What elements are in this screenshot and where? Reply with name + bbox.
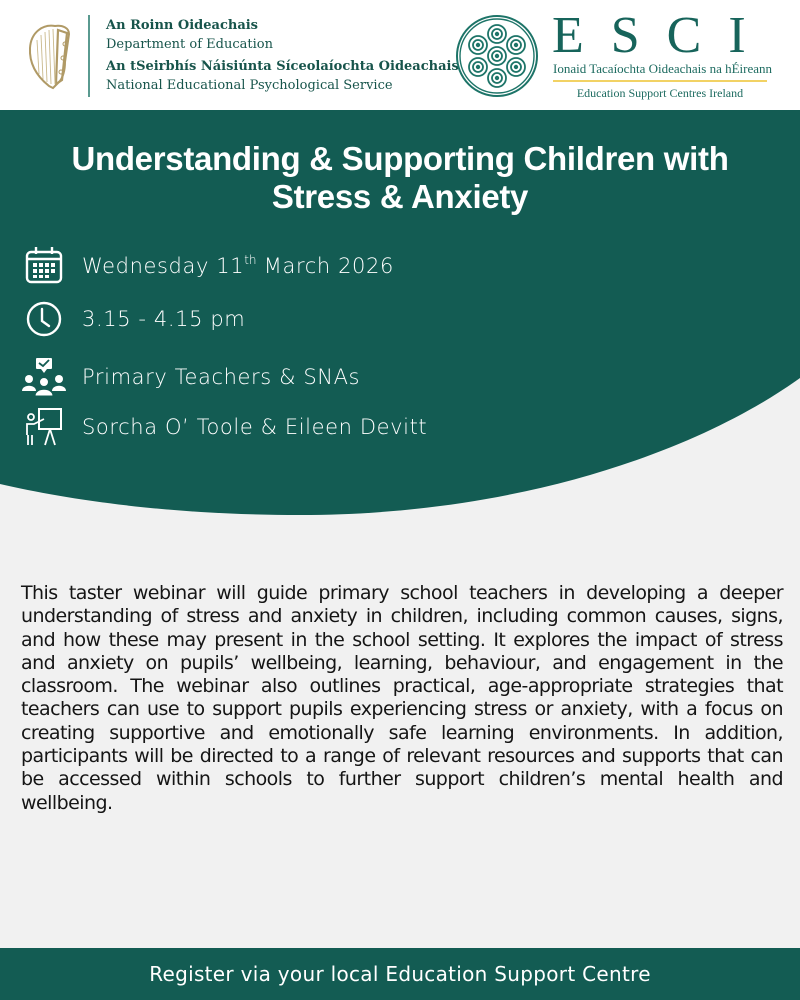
detail-date — [22, 243, 394, 287]
audience-icon — [22, 355, 66, 399]
neps-name-irish: An tSeirbhís Náisiúnta Síceolaíochta Oideachais — [106, 59, 459, 74]
register-cta-text: Register via your local Education Support Centre — [149, 962, 651, 986]
calendar-icon — [22, 243, 66, 287]
esci-irish-name: Ionaid Tacaíochta Oideachais na hÉireann — [553, 61, 773, 76]
time-text: 3.15 - 4.15 pm — [82, 307, 246, 331]
detail-presenters — [22, 405, 428, 449]
neps-name-english: National Educational Psychological Service — [106, 78, 393, 93]
logo-divider — [88, 15, 90, 97]
event-title — [0, 140, 800, 216]
clock-icon — [22, 297, 66, 341]
government-logo-text — [106, 16, 459, 95]
esci-wordmark: ESCI — [552, 7, 773, 64]
date-text: Wednesday 11th March 2026 — [82, 252, 394, 278]
event-description: This taster webinar will guide primary school teachers in developing a deeper understanding of stress and anxiety in children, including common causes, signs, and how these may present in the school setting. It explores the impact of stress and anxiety on pupils’ wellbeing, learning, behaviour, and engagement in the classroom. The webinar also outlines practical, age-appropriate strategies that teachers can use to support pupils experiencing stress or anxiety, with a focus on creating supportive and emotionally safe learning environments. In addition, participants will be directed to a range of relevant resources and supports that can be accessed within schools to further support children’s mental health and wellbeing. — [21, 582, 783, 814]
harp-logo-icon — [25, 22, 75, 92]
register-footer-banner — [0, 948, 800, 1000]
event-title-line-2: Stress & Anxiety — [271, 178, 529, 215]
detail-time — [22, 297, 246, 341]
esci-yellow-rule — [553, 80, 767, 82]
presenter-icon — [22, 405, 66, 449]
dept-name-english: Department of Education — [106, 37, 273, 52]
presenters-text: Sorcha O’ Toole & Eileen Devitt — [82, 415, 428, 439]
esci-english-name: Education Support Centres Ireland — [576, 86, 744, 100]
event-title-line-1: Understanding & Supporting Children with — [71, 140, 729, 177]
esci-spiral-emblem-icon — [455, 14, 539, 98]
dept-name-irish: An Roinn Oideachais — [106, 18, 259, 33]
audience-text: Primary Teachers & SNAs — [82, 365, 361, 389]
header — [0, 0, 800, 110]
detail-audience — [22, 355, 361, 399]
